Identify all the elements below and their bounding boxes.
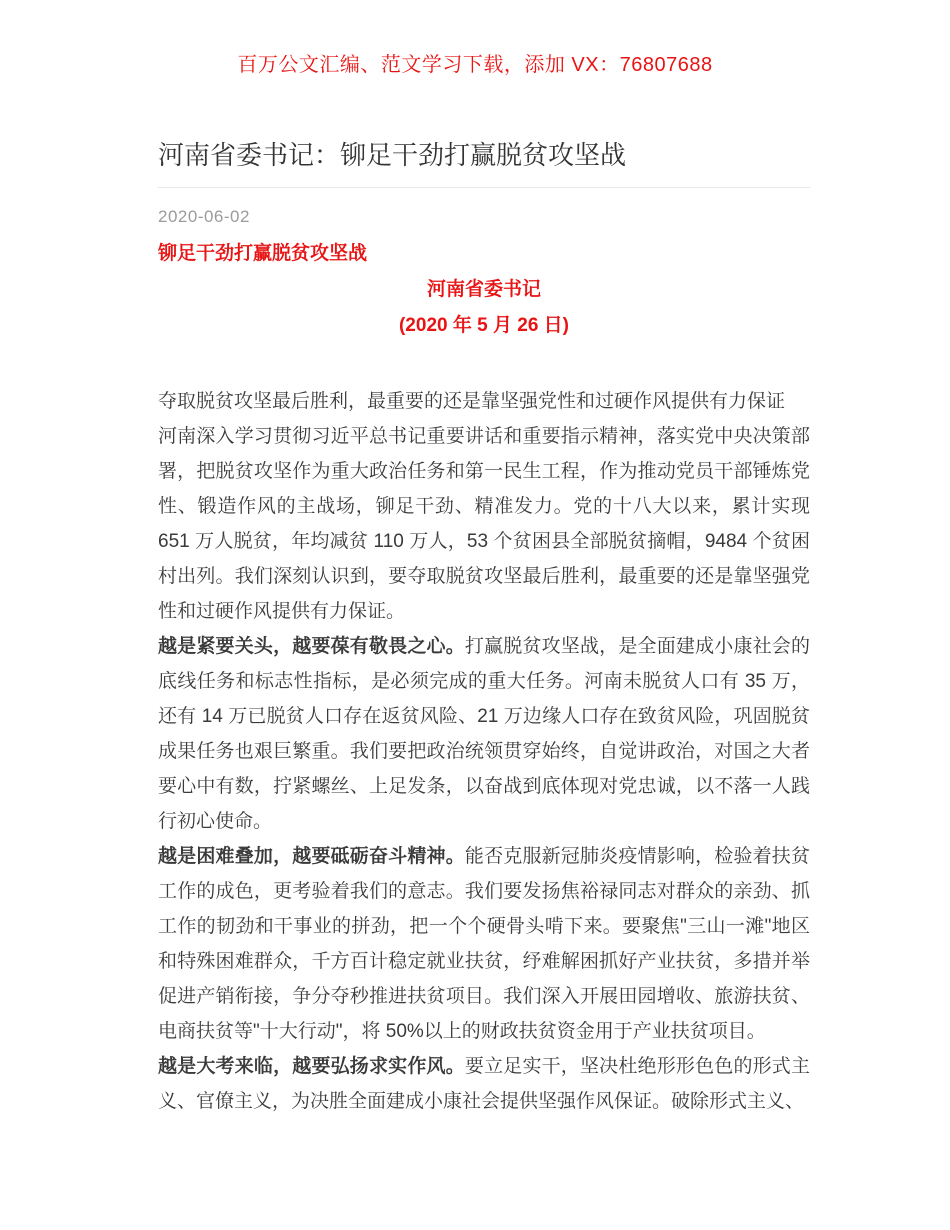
document-author: 河南省委书记: [426, 279, 541, 300]
paragraph-lead-text: 越是紧要关头，越要葆有敬畏之心。: [158, 636, 465, 657]
title-divider: [158, 187, 810, 188]
paragraph: [158, 1049, 810, 1119]
publish-date: 2020-06-02: [158, 207, 250, 226]
paragraph-body-text: 要立足实干，坚决杜绝形形色色的形式主义、官僚主义，为决胜全面建成小康社会提供坚强作风保证。破除形式主义、: [158, 1056, 810, 1112]
document-date: (2020 年 5 月 26 日): [398, 315, 570, 336]
paragraph: [158, 839, 810, 1049]
document-title: 铆足干劲打赢脱贫攻坚战: [158, 243, 368, 264]
article-content: [158, 78, 810, 1119]
paragraph-body-text: 能否克服新冠肺炎疫情影响，检验着扶贫工作的成色，更考验着我们的意志。我们要发扬焦裕禄同志对群众的亲劲、抓工作的韧劲和干事业的拼劲，把一个个硬骨头啃下来。要聚焦"三山一滩"地区和特殊困难群众，千方百计稳定就业扶贫，纾难解困抓好产业扶贫，多措并举促进产销衔接，争分夺秒推进扶贫项目。我们深入开展田园增收、旅游扶贫、电商扶贫等"十大行动"，将 50%以上的财政扶贫资金用于产业扶贫项目。: [158, 846, 810, 1042]
paragraph-body-text: 河南深入学习贯彻习近平总书记重要讲话和重要指示精神，落实党中央决策部署，把脱贫攻坚作为重大政治任务和第一民生工程，作为推动党员干部锤炼党性、锻造作风的主战场，铆足干劲、精准发力。党的十八大以来，累计实现 651 万人脱贫，年均减贫 110 万人，53 个贫困县全部脱贫摘帽，9484 个贫困村出列。我们深刻认识到，要夺取脱贫攻坚最后胜利，最重要的还是靠坚强党性和过硬作风提供有力保证。: [158, 426, 810, 622]
paragraph-lead-text: 越是大考来临，越要弘扬求实作风。: [158, 1056, 465, 1077]
paragraph-body-text: 夺取脱贫攻坚最后胜利，最重要的还是靠坚强党性和过硬作风提供有力保证: [158, 391, 786, 412]
page-title: 河南省委书记：铆足干劲打赢脱贫攻坚战: [158, 140, 627, 170]
paragraph-lede: [158, 384, 810, 419]
paragraph-lead-text: 越是困难叠加，越要砥砺奋斗精神。: [158, 846, 465, 867]
paragraph: [158, 629, 810, 839]
article-body: [158, 384, 810, 1119]
paragraph-body-text: 打赢脱贫攻坚战，是全面建成小康社会的底线任务和标志性指标，是必须完成的重大任务。河南未脱贫人口有 35 万，还有 14 万已脱贫人口存在返贫风险、21 万边缘人口存在致贫风险，巩固脱贫成果任务也艰巨繁重。我们要把政治统领贯穿始终，自觉讲政治，对国之大者要心中有数，拧紧螺丝、上足发条，以奋战到底体现对党忠诚，以不落一人践行初心使命。: [158, 636, 810, 832]
promo-banner-text: 百万公文汇编、范文学习下载，添加 VX：76807688: [237, 54, 713, 76]
paragraph: [158, 419, 810, 629]
